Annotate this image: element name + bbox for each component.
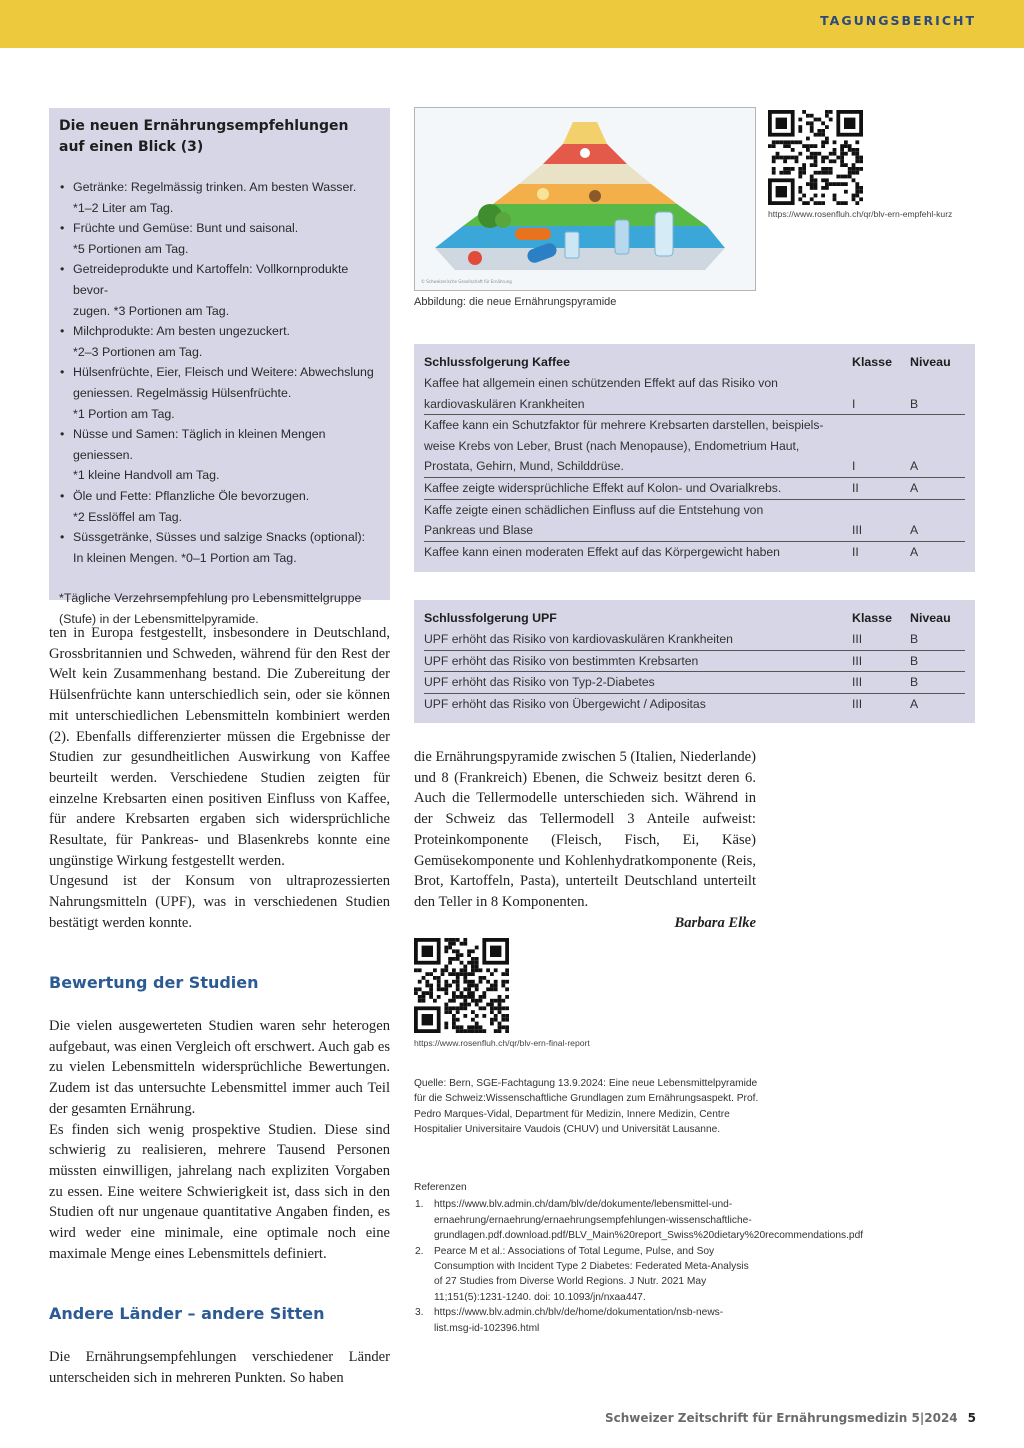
- klasse-cell: III: [852, 650, 910, 672]
- item-line: geniessen. Regelmässig Hülsenfrüchte.: [73, 385, 292, 400]
- cell-line: weise Krebs von Leber, Brust (nach Menopause), Endometrium Haut,: [424, 438, 800, 453]
- recommendation-item: [59, 177, 378, 218]
- conclusion-cell: [424, 415, 852, 478]
- item-line: *2–3 Portionen am Tag.: [73, 344, 203, 359]
- recommendation-item: [59, 486, 378, 527]
- qr-code-1: [768, 110, 863, 205]
- paragraph: ten in Europa festgestellt, insbesondere in Deutschland, Grossbritannien und Schweden, während für den Rest der Welt kein Zusammenhang bestand. Die Zubereitung der Hülsenfrüchte kann unterschiedlich sein, oder sie können mit unterschiedlichen Lebensmitteln kombiniert werden (2). Ebenfalls differenzierter müssen die Ergebnisse der Studien zur gesundheitlichen Auswirkung von Kaffee beurteilt werden. Verschiedene Studien zeigten für einzelne Krebsarten einen positiven Einfluss von Kaffee, für andere Krebsarten ergaben sich widersprüchliche Resultate, für Pankreas- und Blasenkrebs konnte eine ungünstige Wirkung festgestellt werden.: [49, 625, 390, 869]
- table-row: [424, 541, 965, 562]
- recommendation-item: [59, 218, 378, 259]
- cell-line: Kaffee kann ein Schutzfaktor für mehrere Krebsarten darstellen, beispiels-: [424, 418, 824, 433]
- niveau-cell: A: [910, 415, 965, 478]
- item-line: *1 kleine Handvoll am Tag.: [73, 468, 220, 483]
- conclusion-cell: [424, 672, 852, 694]
- box-note: *Tägliche Verzehrsempfehlung pro Lebensmittelgruppe (Stufe) in der Lebensmittelpyramide.: [59, 591, 362, 626]
- recommendation-item: [59, 424, 378, 486]
- qr-code-icon: [414, 938, 509, 1033]
- table-row: [424, 415, 965, 478]
- cell-line: UPF erhöht das Risiko von bestimmten Krebsarten: [424, 653, 699, 668]
- bullet-icon: •: [60, 221, 65, 236]
- paragraph: Die Ernährungsempfehlungen verschiedener Länder unterscheiden sich in mehreren Punkten. So haben: [49, 1349, 390, 1386]
- pyramid-illustration: [415, 108, 755, 290]
- bullet-icon: •: [60, 324, 65, 339]
- bullet-icon: •: [60, 427, 65, 442]
- paragraph: die Ernährungspyramide zwischen 5 (Italien, Niederlande) und 8 (Frankreich) Ebenen, die Schweiz besitzt deren 6. Auch die Tellermodelle unterschieden sich. Während in der Schweiz das Tellermodell 3 Anteile aufweist: Proteinkomponente (Fleisch, Fisch, Ei, Käse) Gemüsekomponente und Kohlenhydratkomponente (Reis, Brot, Kartoffeln, Pasta), unterteilt Deutschland unterteilt den Teller in 8 Komponenten.: [414, 749, 757, 910]
- cell-line: Kaffee zeigte widersprüchliche Effekt auf Kolon- und Ovarialkrebs.: [424, 480, 782, 495]
- cell-line: Kaffee hat allgemein einen schützenden Effekt auf das Risiko von: [424, 376, 778, 390]
- reference-item: [414, 1244, 759, 1306]
- table-header: Niveau: [910, 355, 951, 369]
- item-line: Öle und Fette: Pflanzliche Öle bevorzugen.: [73, 488, 310, 503]
- table-row: [424, 373, 965, 415]
- niveau-cell: A: [910, 499, 965, 541]
- conclusion-cell: [424, 693, 852, 714]
- recommendation-item: [59, 321, 378, 362]
- box-title: Die neuen Ernährungsempfehlungen auf einen Blick (3): [59, 118, 349, 155]
- food-pyramid-image: [414, 107, 756, 291]
- bullet-icon: •: [60, 365, 65, 380]
- figure-credit: © Schweizerische Gesellschaft für Ernährung: [421, 279, 512, 284]
- item-line: Hülsenfrüchte, Eier, Fleisch und Weitere: Abwechslung: [73, 365, 374, 380]
- table-header: Schlussfolgerung Kaffee: [424, 355, 570, 369]
- cell-line: Prostata, Gehirn, Mund, Schilddrüse.: [424, 459, 624, 474]
- niveau-cell: B: [910, 672, 965, 694]
- item-line: *5 Portionen am Tag.: [73, 241, 189, 256]
- item-line: Nüsse und Samen: Täglich in kleinen Mengen geniessen.: [73, 427, 326, 462]
- page-footer: [605, 1411, 976, 1425]
- paragraph: Ungesund ist der Konsum von ultraprozessierten Nahrungsmitteln (UPF), was in verschiedenen Studien bestätigt werden konnte.: [49, 873, 390, 931]
- klasse-cell: III: [852, 696, 863, 711]
- column-left: [49, 623, 390, 934]
- cell-line: kardiovaskulären Krankheiten: [424, 396, 585, 411]
- reference-item: [414, 1197, 864, 1243]
- reference-text: https://www.blv.admin.ch/dam/blv/de/dokumente/lebensmittel-und-ernaehrung/ernaehrung/ernaehrungsempfehlungen-wissenschaftliche-grundlagen.pdf.download.pdf/BLV_Main%20report_Swiss%20dietary%20recommendations.pdf: [434, 1199, 864, 1242]
- niveau-cell: A: [910, 544, 919, 559]
- source-note: Quelle: Bern, SGE-Fachtagung 13.9.2024: Eine neue Lebensmittelpyramide für die Schweiz:Wissenschaftliche Grundlagen zum Ernährungsaspekt. Prof. Pedro Marques-Vidal, Department für Medizin, Innere Medizin, Centre Hospitalier Universitaire Vaudois (CHUV) und Universität Lausanne.: [414, 1078, 759, 1136]
- reference-text: https://www.blv.admin.ch/blv/de/home/dokumentation/nsb-news-list.msg-id-102396.html: [434, 1307, 724, 1334]
- table-header: Schlussfolgerung UPF: [424, 611, 557, 625]
- heading-andere-laender: Andere Länder – andere Sitten: [49, 1304, 325, 1323]
- klasse-cell: I: [852, 415, 910, 478]
- column-left-3: [49, 1347, 390, 1388]
- page-number: 5: [967, 1411, 976, 1425]
- bullet-icon: •: [60, 262, 65, 277]
- conclusion-cell: [424, 629, 852, 650]
- qr-code-2: [414, 938, 509, 1033]
- qr-code-icon: [768, 110, 863, 205]
- bullet-icon: •: [60, 530, 65, 545]
- recommendations-box: [49, 108, 390, 626]
- item-line: Getränke: Regelmässig trinken. Am besten Wasser.: [73, 180, 357, 194]
- conclusion-cell: [424, 499, 852, 541]
- niveau-cell: B: [910, 629, 965, 650]
- cell-line: UPF erhöht das Risiko von Übergewicht / Adipositas: [424, 696, 706, 711]
- table-row: [424, 477, 965, 499]
- table-row: [424, 629, 965, 650]
- klasse-cell: II: [852, 544, 859, 559]
- item-line: *2 Esslöffel am Tag.: [73, 509, 183, 524]
- conclusion-cell: [424, 541, 852, 562]
- table-header: Klasse: [852, 611, 892, 625]
- table-header: Klasse: [852, 355, 892, 369]
- reference-number: 2.: [415, 1245, 424, 1257]
- table-kaffee-box: [414, 344, 975, 572]
- journal-title: Schweizer Zeitschrift für Ernährungsmedizin 5|2024: [604, 1411, 958, 1425]
- klasse-cell: II: [852, 477, 910, 499]
- item-line: *1–2 Liter am Tag.: [73, 200, 174, 215]
- qr-url-1[interactable]: https://www.rosenfluh.ch/qr/blv-ern-empfehl-kurz: [768, 209, 953, 219]
- item-line: *1 Portion am Tag.: [73, 406, 175, 421]
- reference-number: 3.: [415, 1307, 424, 1319]
- section-label: TAGUNGSBERICHT: [820, 13, 976, 28]
- cell-line: Kaffee kann einen moderaten Effekt auf das Körpergewicht haben: [424, 544, 780, 559]
- heading-bewertung: Bewertung der Studien: [49, 973, 259, 992]
- item-line: Früchte und Gemüse: Bunt und saisonal.: [73, 221, 299, 236]
- author-signature: Barbara Elke: [674, 914, 756, 931]
- table-upf: [424, 609, 965, 714]
- table-kaffee: [424, 353, 965, 562]
- table-row: [424, 650, 965, 672]
- klasse-cell: III: [852, 672, 910, 694]
- reference-item: [414, 1305, 759, 1336]
- bullet-icon: •: [60, 488, 65, 503]
- table-row: [424, 499, 965, 541]
- figure-caption: Abbildung: die neue Ernährungspyramide: [414, 296, 617, 308]
- table-row: [424, 672, 965, 694]
- conclusion-cell: [424, 477, 852, 499]
- references: [414, 1180, 864, 1336]
- klasse-cell: III: [852, 629, 910, 650]
- references-list: [414, 1197, 864, 1336]
- table-header: Niveau: [910, 611, 951, 625]
- column-right: [414, 747, 756, 933]
- item-line: Getreideprodukte und Kartoffeln: Vollkornprodukte bevor-: [73, 262, 349, 297]
- recommendation-item: [59, 259, 378, 321]
- cell-line: UPF erhöht das Risiko von Typ-2-Diabetes: [424, 675, 655, 690]
- qr-url-2[interactable]: https://www.rosenfluh.ch/qr/blv-ern-final-report: [414, 1038, 590, 1048]
- table-upf-box: [414, 600, 975, 723]
- klasse-cell: III: [852, 499, 910, 541]
- recommendations-list: [59, 177, 378, 568]
- column-left-2: [49, 1016, 390, 1264]
- references-title: Referenzen: [414, 1182, 467, 1193]
- reference-text: Pearce M et al.: Associations of Total Legume, Pulse, and Soy Consumption with Incident Type 2 Diabetes: Federated Meta-Analysis of 27 Studies from Diverse World Regions. J Nutr. 2021 May 11;151(5):1231-1240. doi: 10.1093/jn/nxaa447.: [434, 1245, 749, 1303]
- item-line: Süssgetränke, Süsses und salzige Snacks (optional):: [73, 530, 366, 545]
- bullet-icon: •: [60, 180, 65, 194]
- item-line: zugen. *3 Portionen am Tag.: [73, 303, 230, 318]
- niveau-cell: A: [910, 477, 965, 499]
- recommendation-item: [59, 527, 378, 568]
- item-line: In kleinen Mengen. *0–1 Portion am Tag.: [73, 550, 297, 565]
- niveau-cell: B: [910, 650, 965, 672]
- paragraph: Es finden sich wenig prospektive Studien. Diese sind schwierig zu realisieren, mehrere Tausend Personen müssten einwilligen, jahrelang nach expliziten Vorgaben zu essen. Eine weitere Schwierigkeit ist, dass sich in den Studien oft nur ungenaue quantitative Angaben finden, es wird weder eine minimale, eine optimale noch eine maximale Menge eines Lebensmittels definiert.: [49, 1121, 390, 1262]
- cell-line: Pankreas und Blase: [424, 523, 534, 538]
- niveau-cell: A: [910, 696, 919, 711]
- item-line: Milchprodukte: Am besten ungezuckert.: [73, 324, 290, 339]
- paragraph: Die vielen ausgewerteten Studien waren sehr heterogen aufgebaut, was einen Vergleich oft erschwert. Auch gab es zu vielen Lebensmitteln widersprüchliche Bewertungen. Zudem ist das untersuchte Lebensmittel immer auch Teil der gesamten Ernährung.: [49, 1018, 390, 1117]
- conclusion-cell: [424, 373, 852, 415]
- reference-number: 1.: [415, 1199, 424, 1211]
- klasse-cell: I: [852, 373, 910, 415]
- niveau-cell: B: [910, 373, 965, 415]
- cell-line: Kaffe zeigte einen schädlichen Einfluss auf die Entstehung von: [424, 502, 764, 517]
- table-row: [424, 693, 965, 714]
- recommendation-item: [59, 362, 378, 424]
- cell-line: UPF erhöht das Risiko von kardiovaskulären Krankheiten: [424, 632, 733, 646]
- conclusion-cell: [424, 650, 852, 672]
- header-bar: [0, 0, 1024, 48]
